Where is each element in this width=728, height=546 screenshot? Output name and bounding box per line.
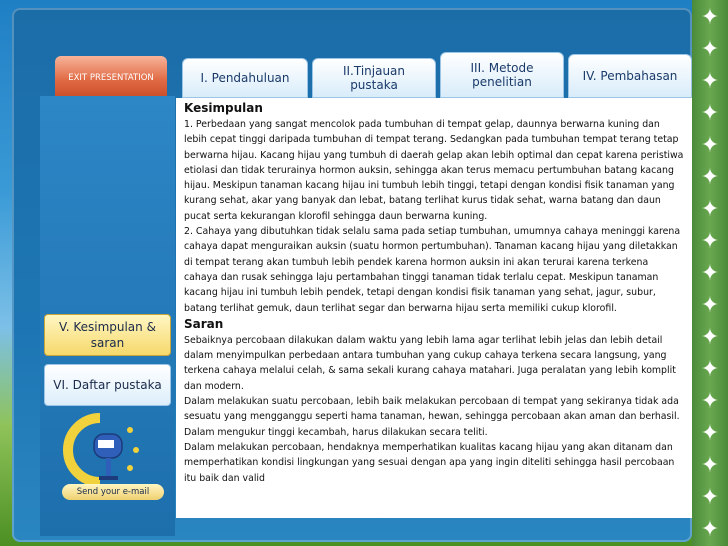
saran-paragraph-1: Sebaiknya percobaan dilakukan dalam waktu yang lebih lama agar terlihat lebih jelas dan lebih detail dalam menyimpulkan perbedaan antara tumbuhan yang cukup cahaya terkena secara langsung, yang terkena cahaya melalui celah, & sama sekali kurang cahaya matahari. Juga peralatan yang lebih komplit dan modern. (184, 334, 676, 392)
star-icon: ✦ (700, 357, 720, 382)
star-icon: ✦ (700, 325, 720, 350)
star-icon: ✦ (700, 517, 720, 542)
email-label-text: Send your e-mail (76, 487, 150, 497)
star-icon: ✦ (700, 37, 720, 62)
kesimpulan-heading: Kesimpulan (184, 101, 263, 115)
sidebar-item-label: VI. Daftar pustaka (53, 378, 162, 392)
tab-pembahasan[interactable] (568, 54, 692, 98)
star-icon: ✦ (700, 101, 720, 126)
tab-pendahuluan[interactable] (182, 58, 308, 98)
tab-label: III. Metode penelitian (470, 61, 534, 89)
send-email-label[interactable] (62, 484, 164, 500)
sidebar-item-label: V. Kesimpulan & saran (59, 320, 156, 350)
saran-paragraph-4: Dalam melakukan percobaan, hendaknya memperhatikan kualitas kacang hijau yang akan ditanam dan memperhatikan kondisi lingkungan yang sesuai dengan apa yang ingin diteliti sehingga hasil percobaan itu baik dan valid (184, 441, 675, 484)
mailbox-icon (52, 410, 167, 490)
kesimpulan-paragraph-1: 1. Perbedaan yang sangat mencolok pada tumbuhan di tempat gelap, daunnya berwarna kuning dan lebih cepat tinggi daripada tumbuhan di tempat terang. Sedangkan pada tumbuhan tempat terang tetap berwarna hijau. Kacang hijau yang tumbuh di daerah gelap akan lebih optimal dan cepat karena peristiwa etiolasi dan tidak terurainya hormon auksin, sehingga akan terus memacu pertumbuhan batang kacang hijau. Meskipun tanaman kacang hijau ini tumbuh lebih tinggi, tetapi dengan kondisi fisik tanaman yang kurang sehat, akar yang banyak dan lebat, batang terlihat kurus tidak sehat, warna batang dan daun pucat serta kekurangan klorofil sehingga daun berwarna kuning. (184, 119, 684, 222)
kesimpulan-paragraph-2: 2. Cahaya yang dibutuhkan tidak selalu sama pada setiap tumbuhan, umumnya cahaya meninggi karena cahaya dapat menguraikan auksin (suatu hormon pertumbuhan). Tanaman kacang hijau yang diletakkan di tempat terang akan tumbuh lebih pendek karena hormon auksin ini akan terurai karena terkena cahaya dan rusak sehingga laju pertambahan tinggi tanaman tidak terlalu cepat. Meskipun tanaman kacang hijau ini tumbuh lebih pendek, tetapi dengan kondisi fisik tanaman yang sehat, jagur, subur, batang terlihat gemuk, daun terlihat segar dan berwarna hijau serta memiliki cukup klorofil. (184, 226, 681, 314)
tab-tinjauan-pustaka[interactable] (312, 58, 436, 98)
saran-paragraph-3: Dalam mengukur tinggi kecambah, harus dilakukan secara teliti. (184, 426, 488, 438)
tab-label: I. Pendahuluan (200, 71, 290, 85)
decorative-border (692, 0, 728, 546)
saran-heading: Saran (184, 316, 224, 331)
tab-metode-penelitian[interactable] (440, 52, 564, 98)
sidebar-item-kesimpulan-saran[interactable] (44, 314, 171, 356)
star-icon: ✦ (700, 165, 720, 190)
tab-label: II.Tinjauan pustaka (342, 64, 406, 92)
tab-label: IV. Pembahasan (582, 69, 678, 83)
star-icon: ✦ (700, 485, 720, 510)
star-icon: ✦ (700, 229, 720, 254)
star-icon: ✦ (700, 69, 720, 94)
star-icon: ✦ (700, 261, 720, 286)
exit-presentation-button[interactable] (55, 56, 167, 100)
saran-paragraph-2: Dalam melakukan suatu percobaan, lebih baik melakukan percobaan di tempat yang sekiranya tidak ada sesuatu yang mengganggu seperti hama tanaman, hewan, sehingga percobaan akan aman dan berhasil. (184, 396, 680, 423)
sidebar-item-daftar-pustaka[interactable] (44, 364, 171, 406)
star-icon: ✦ (700, 453, 720, 478)
exit-presentation-label: EXIT PRESENTATION (68, 73, 154, 83)
star-icon: ✦ (700, 421, 720, 446)
star-icon: ✦ (700, 133, 720, 158)
star-icon: ✦ (700, 5, 720, 30)
slide-content (176, 98, 692, 518)
star-icon: ✦ (700, 197, 720, 222)
star-icon: ✦ (700, 389, 720, 414)
star-icon: ✦ (700, 293, 720, 318)
